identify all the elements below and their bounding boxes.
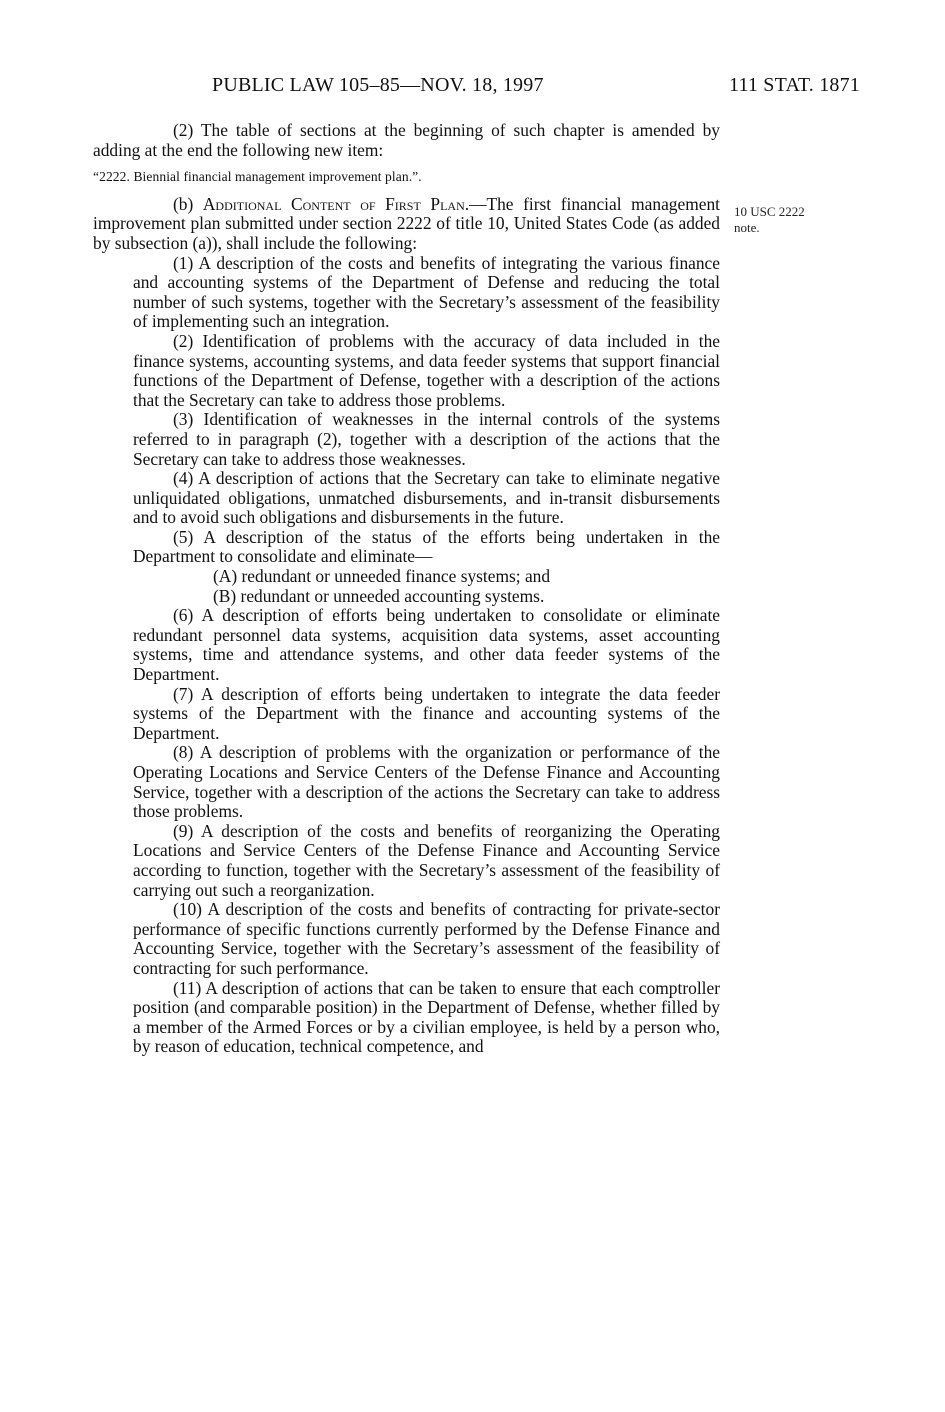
document-body (93, 121, 720, 1057)
new-section-item: “2222. Biennial financial management improvement plan.”. (93, 169, 422, 185)
subsection-b (93, 195, 720, 254)
list-item-5B: (B) redundant or unneeded accounting systems. (213, 585, 545, 606)
list-item-8: (8) A description of problems with the organization or performance of the Operating Locations and Service Centers of the Defense Finance and Accounting Service, together with a description of the actions the Secretary can take to address those problems. (133, 742, 720, 822)
list-item-11: (11) A description of actions that can be taken to ensure that each comptroller position (and comparable position) in the Department of Defense, whether filled by a member of the Armed Forces or by a civilian employee, is held by a person who, by reason of education, technical competence, and (133, 977, 720, 1057)
list-item-4: (4) A description of actions that the Secretary can take to eliminate negative unliquidated obligations, unmatched disbursements, and in-transit disbursements and to avoid such obligations and disbursements in the future. (133, 468, 720, 528)
margin-note-citation: 10 USC 2222 (734, 204, 805, 219)
list-item-9: (9) A description of the costs and benefits of reorganizing the Operating Locations and Service Centers of the Defense Finance and Accounting Service according to function, together with the Secretary’s assessment of the feasibility of carrying out such a reorganization. (133, 820, 720, 900)
list-item-10: (10) A description of the costs and benefits of contracting for private-sector performance of specific functions currently performed by the Defense Finance and Accounting Service, together with the Secretary’s assessment of the feasibility of contracting for such performance. (133, 899, 720, 978)
list-item-2: (2) Identification of problems with the accuracy of data included in the finance systems, accounting systems, and data feeder systems that support financial functions of the Department of Defense, together with a description of the actions that the Secretary can take to address those problems. (133, 330, 720, 410)
page-header (212, 74, 860, 104)
subsection-b-text: —The first financial management improvement plan submitted under section 2222 of title 10, United States Code (as added by subsection (a)), shall include the following: (93, 193, 720, 253)
margin-note-label: note. (734, 220, 760, 235)
list-item-3: (3) Identification of weaknesses in the internal controls of the systems referred to in paragraph (2), together with a description of the actions that the Secretary can take to address those weaknesses. (133, 409, 720, 469)
list-item-1: (1) A description of the costs and benefits of integrating the various finance and accounting systems of the Department of Defense and reducing the total number of such systems, together with the Secretary’s assessment of the feasibility of implementing such an integration. (133, 252, 720, 332)
subsection-b-label: (b) (173, 193, 203, 214)
list-item-5A: (A) redundant or unneeded finance systems; and (213, 566, 551, 587)
list-item-7: (7) A description of efforts being undertaken to integrate the data feeder systems of the Department with the finance and accounting systems of the Department. (133, 683, 720, 743)
header-stat-page: 111 STAT. 1871 (728, 74, 860, 96)
header-citation: PUBLIC LAW 105–85—NOV. 18, 1997 (212, 74, 544, 96)
margin-note (734, 204, 805, 236)
list-item-6: (6) A description of efforts being undertaken to consolidate or eliminate redundant personnel data systems, acquisition data systems, asset accounting systems, time and attendance systems, and other data feeder systems of the Department. (133, 605, 720, 685)
subsection-b-heading: Additional Content of First Plan. (202, 193, 470, 214)
list-item-5: (5) A description of the status of the efforts being undertaken in the Department to consolidate and eliminate— (133, 526, 720, 567)
paragraph-2-amendment: (2) The table of sections at the beginning of such chapter is amended by adding at the end the following new item: (93, 120, 720, 160)
